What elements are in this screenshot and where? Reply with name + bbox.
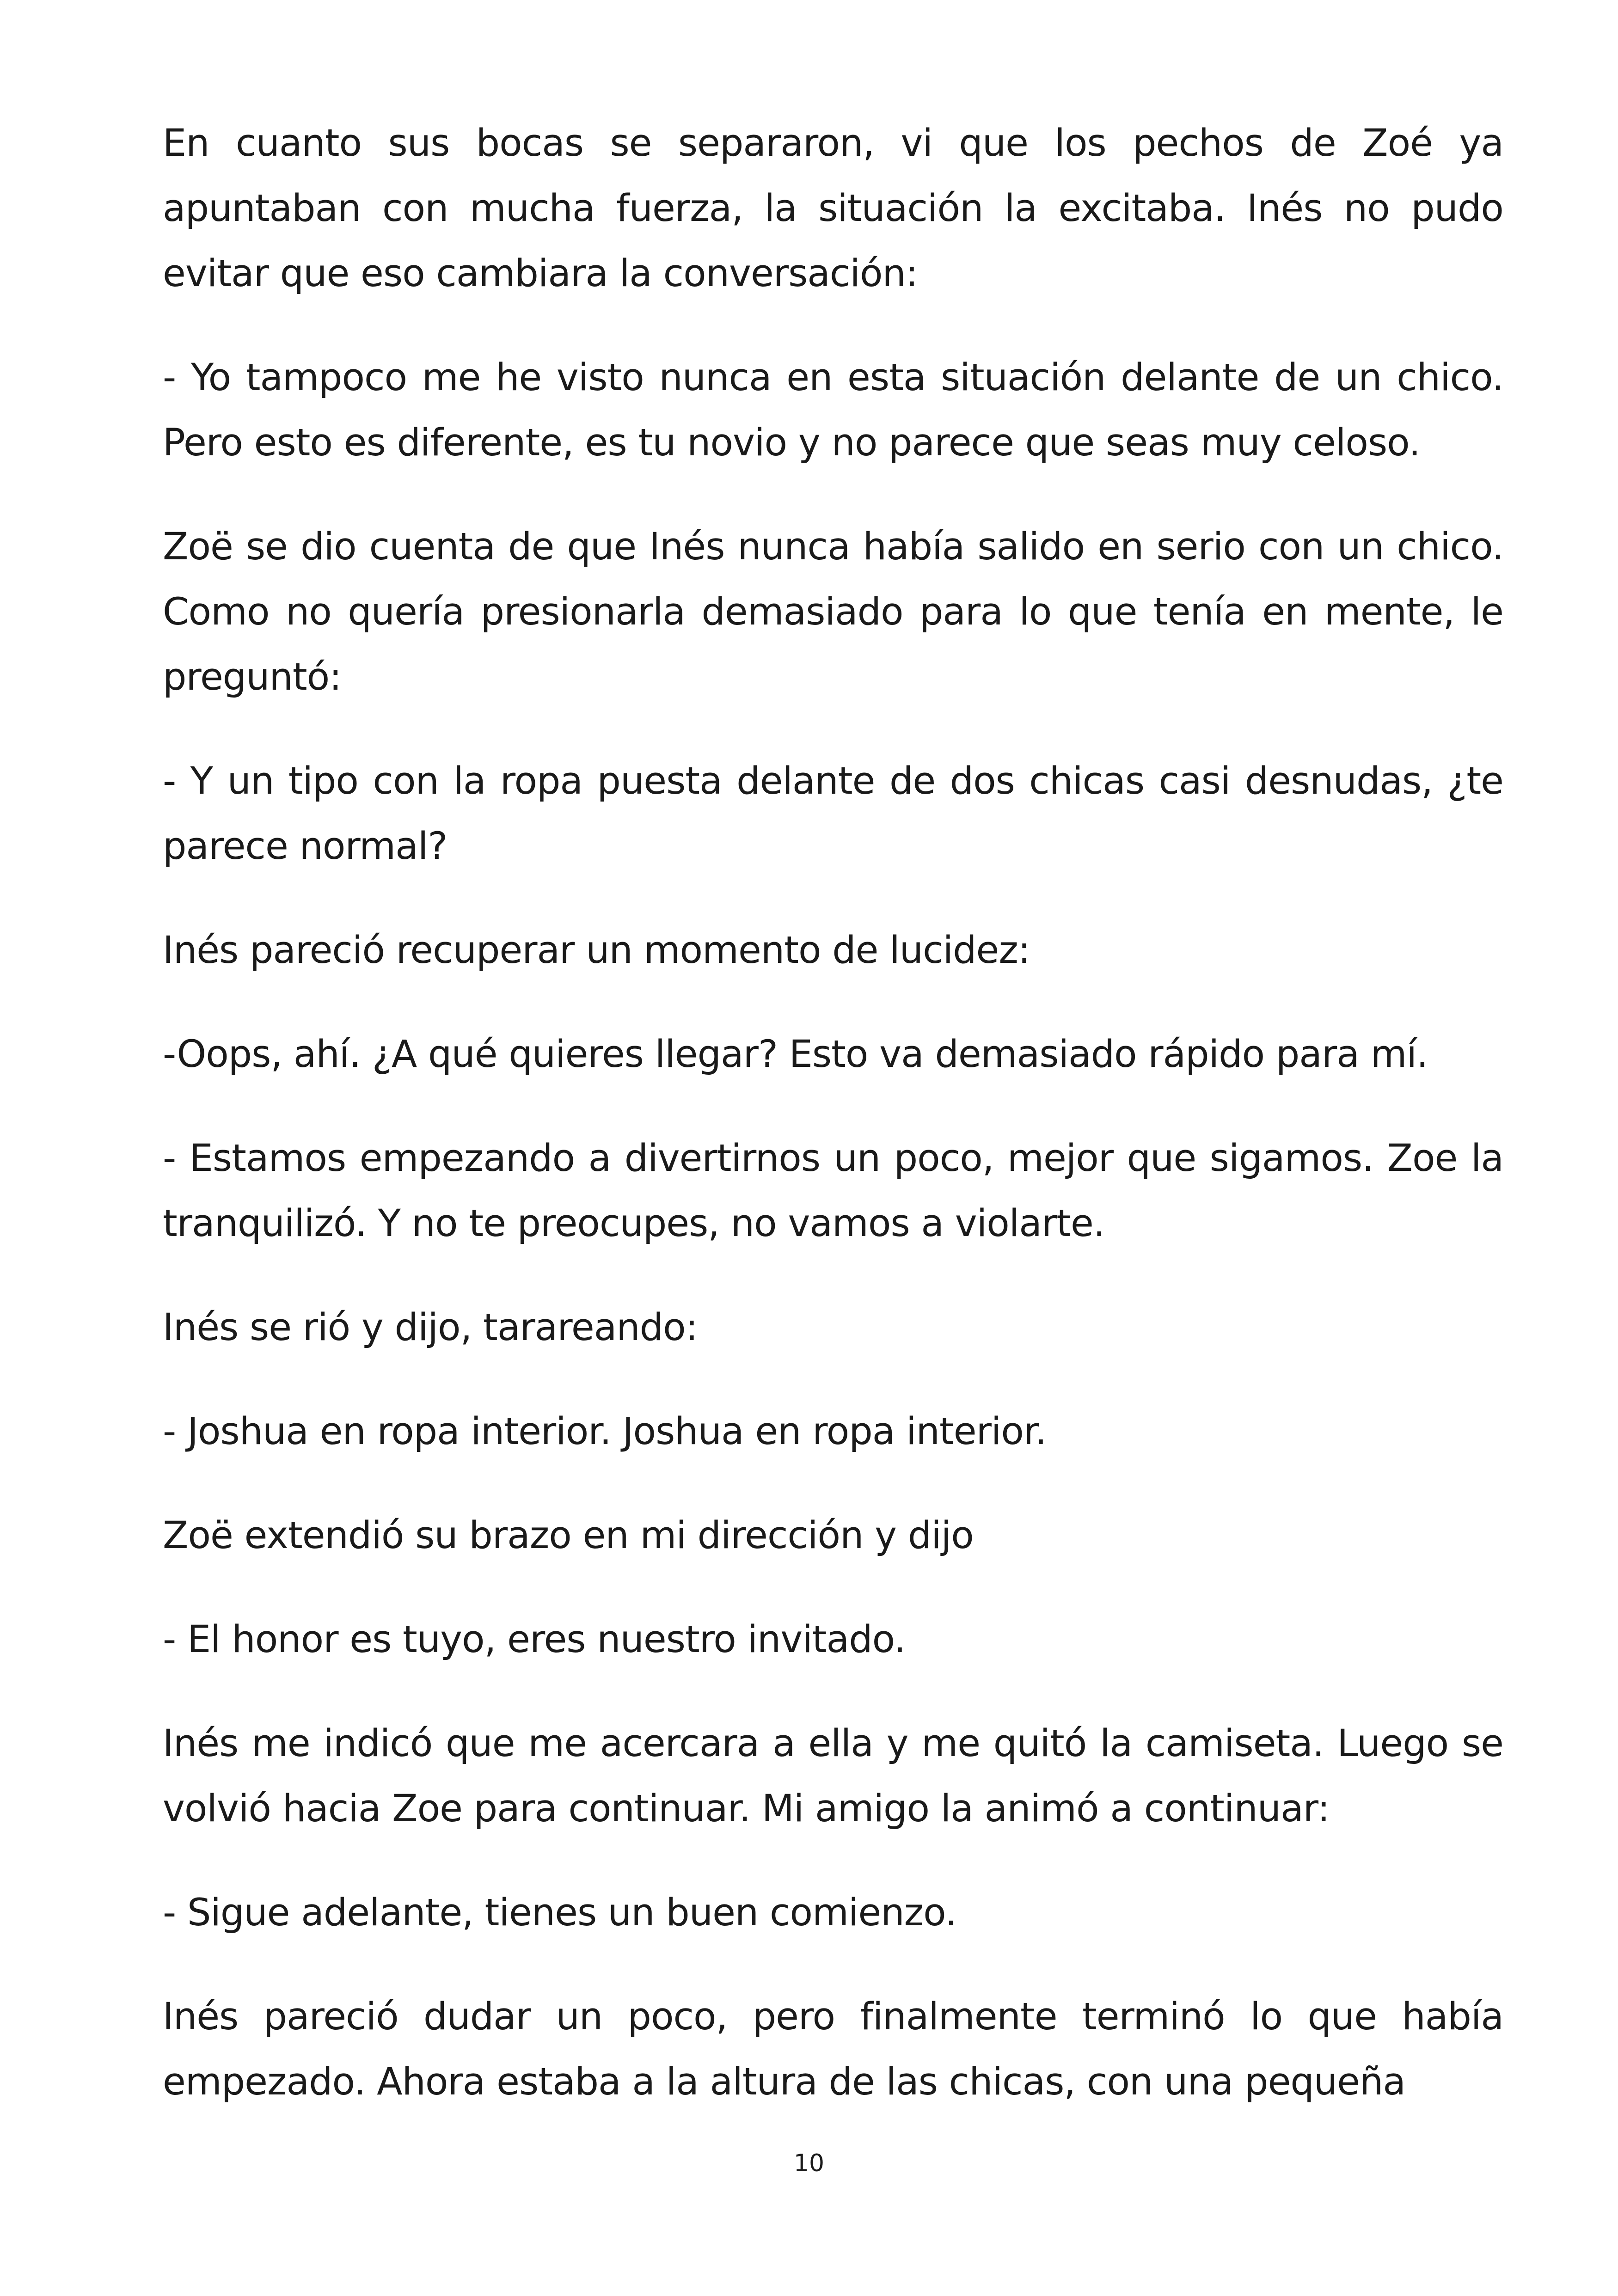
paragraph: Inés pareció recuperar un momento de lucidez: (163, 929, 1030, 972)
paragraph: -Oops, ahí. ¿A qué quieres llegar? Esto va demasiado rápido para mí. (163, 1033, 1428, 1076)
paragraph: - El honor es tuyo, eres nuestro invitado. (163, 1618, 906, 1661)
body-text (163, 111, 1503, 2154)
page-number: 10 (793, 2149, 825, 2177)
paragraph: - Sigue adelante, tienes un buen comienzo. (163, 1891, 957, 1935)
paragraph: - Y un tipo con la ropa puesta delante de dos chicas casi desnudas, ¿te parece normal? (163, 759, 1503, 868)
paragraph: Inés se rió y dijo, tarareando: (163, 1306, 698, 1349)
paragraph: - Yo tampoco me he visto nunca en esta situación delante de un chico. Pero esto es diferente, es tu novio y no parece que seas muy celoso. (163, 356, 1503, 465)
paragraph: Inés pareció dudar un poco, pero finalmente terminó lo que había empezado. Ahora estaba a la altura de las chicas, con una pequeña (163, 1995, 1503, 2104)
paragraph: Inés me indicó que me acercara a ella y me quitó la camiseta. Luego se volvió hacia Zoe para continuar. Mi amigo la animó a continuar: (163, 1722, 1503, 1831)
paragraph: En cuanto sus bocas se separaron, vi que los pechos de Zoé ya apuntaban con mucha fuerza, la situación la excitaba. Inés no pudo evitar que eso cambiara la conversación: (163, 122, 1503, 295)
paragraph: - Joshua en ropa interior. Joshua en ropa interior. (163, 1410, 1047, 1453)
paragraph: Zoë se dio cuenta de que Inés nunca había salido en serio con un chico. Como no quería presionarla demasiado para lo que tenía en mente, le preguntó: (163, 525, 1503, 699)
paragraph: Zoë extendió su brazo en mi dirección y dijo (163, 1514, 974, 1557)
paragraph: - Estamos empezando a divertirnos un poco, mejor que sigamos. Zoe la tranquilizó. Y no te preocupes, no vamos a violarte. (163, 1137, 1503, 1245)
